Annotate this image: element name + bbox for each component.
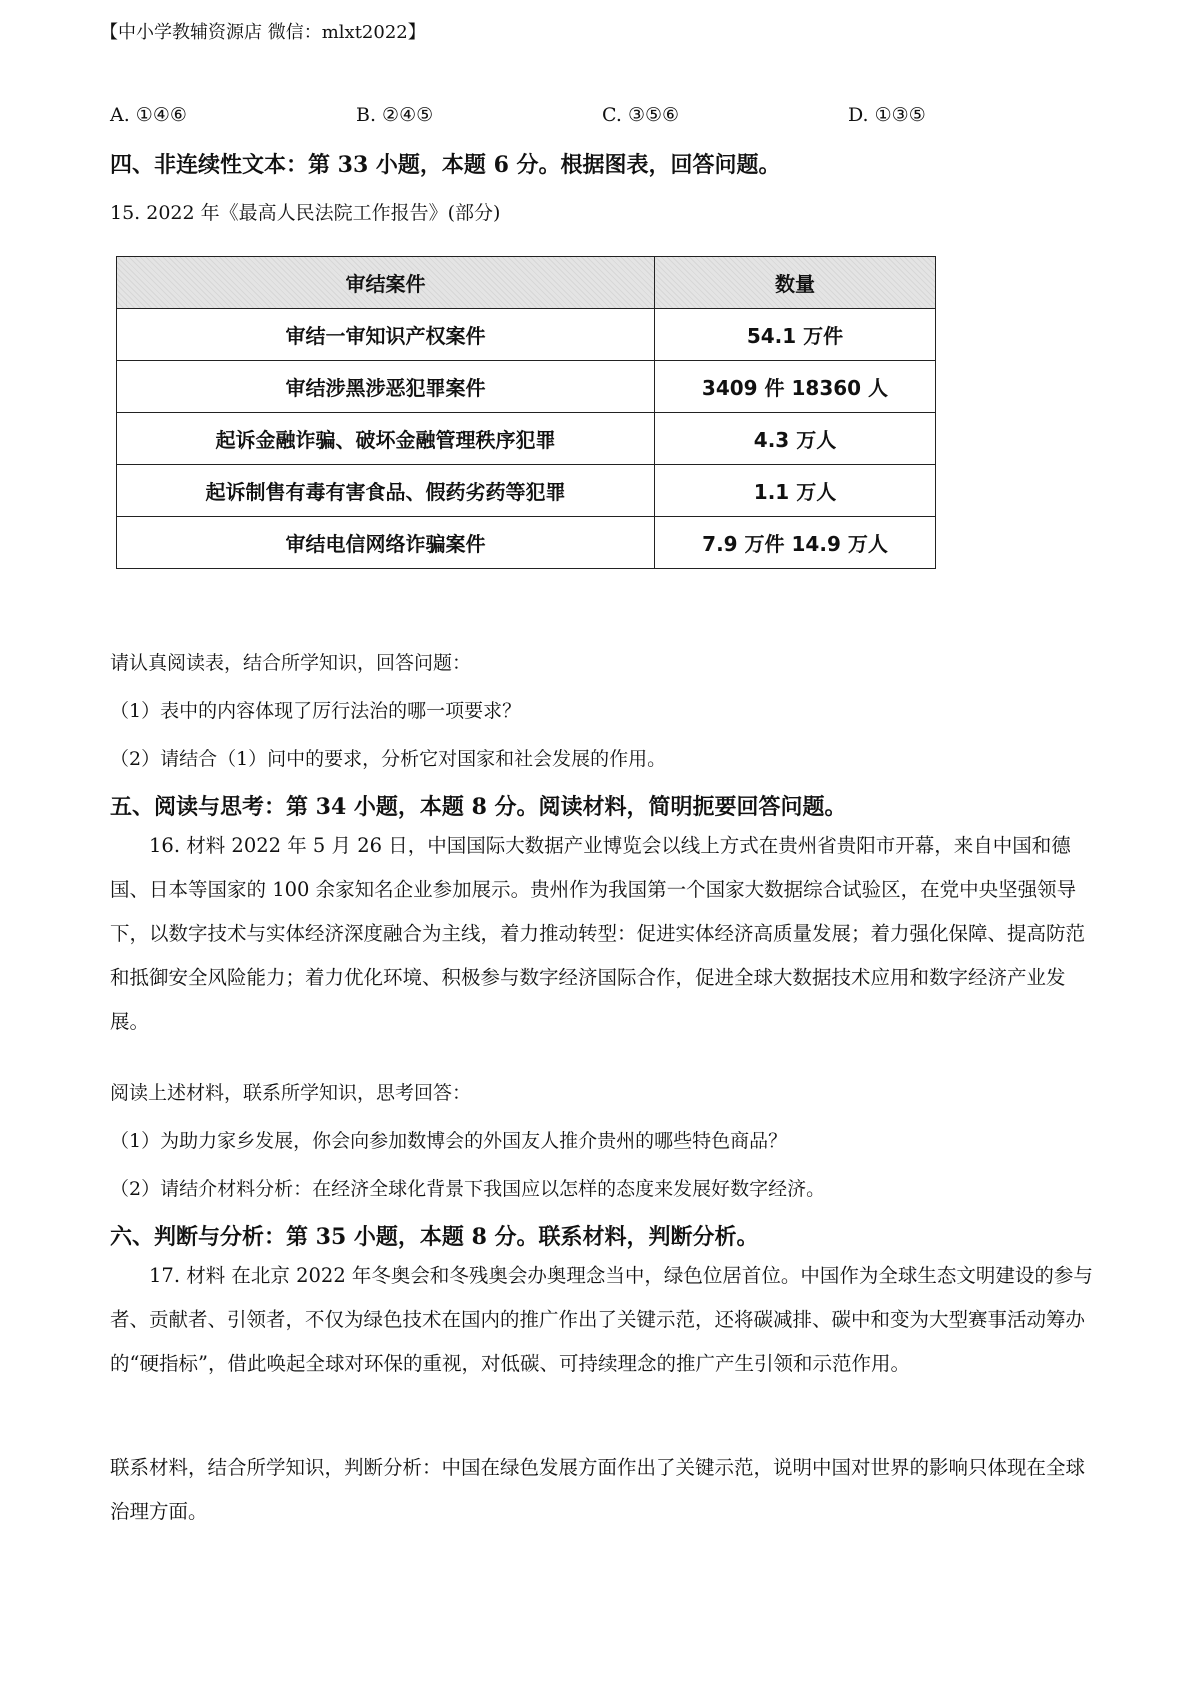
option-c: C. ③⑤⑥	[602, 104, 680, 126]
question-15-title: 15. 2022 年《最高人民法院工作报告》(部分)	[110, 202, 501, 224]
table-cell: 4.3 万人	[655, 413, 936, 465]
table-cell: 7.9 万件 14.9 万人	[655, 517, 936, 569]
table-row	[117, 517, 936, 569]
section-5-question-1: （1）为助力家乡发展，你会向参加数博会的外国友人推介贵州的哪些特色商品？	[110, 1130, 788, 1152]
section-5-question-2: （2）请结介材料分析：在经济全球化背景下我国应以怎样的态度来发展好数字经济。	[110, 1178, 826, 1200]
section-6-material: 17. 材料 在北京 2022 年冬奥会和冬残奥会办奥理念当中，绿色位居首位。中国作为全球生态文明建设的参与者、贡献者、引领者，不仅为绿色技术在国内的推广作出了关键示范，还将碳减排、碳中和变为大型赛事活动筹办的“硬指标”，借此唤起全球对环保的重视，对低碳、可持续理念的推广产生引领和示范作用。	[110, 1264, 1093, 1375]
table-header-cell: 审结案件	[117, 257, 655, 309]
table-cell: 审结电信网络诈骗案件	[117, 517, 655, 569]
section-6-heading: 六、判断与分析：第 35 小题，本题 8 分。联系材料，判断分析。	[110, 1224, 759, 1250]
section-4-question-2: （2）请结合（1）问中的要求，分析它对国家和社会发展的作用。	[110, 748, 667, 770]
table-row	[117, 413, 936, 465]
watermark-header: 【中小学教辅资源店 微信：mlxt2022】	[100, 22, 426, 43]
section-5-prompt: 阅读上述材料，联系所学知识，思考回答：	[110, 1082, 472, 1104]
table-cell: 起诉金融诈骗、破坏金融管理秩序犯罪	[117, 413, 655, 465]
section-5-heading: 五、阅读与思考：第 34 小题，本题 8 分。阅读材料，简明扼要回答问题。	[110, 794, 847, 820]
table-header-row	[117, 257, 936, 309]
table-row	[117, 309, 936, 361]
table-cell: 3409 件 18360 人	[655, 361, 936, 413]
table-cell: 审结涉黑涉恶犯罪案件	[117, 361, 655, 413]
table-header-cell: 数量	[655, 257, 936, 309]
option-b: B. ②④⑤	[356, 104, 434, 126]
option-a: A. ①④⑥	[110, 104, 187, 126]
table-cell: 54.1 万件	[655, 309, 936, 361]
table-row	[117, 465, 936, 517]
table-cell: 1.1 万人	[655, 465, 936, 517]
section-6-prompt: 联系材料，结合所学知识，判断分析：中国在绿色发展方面作出了关键示范，说明中国对世界的影响只体现在全球治理方面。	[110, 1456, 1086, 1523]
table-cell: 起诉制售有毒有害食品、假药劣药等犯罪	[117, 465, 655, 517]
table-row	[117, 361, 936, 413]
section-4-prompt: 请认真阅读表，结合所学知识，回答问题：	[110, 652, 472, 674]
section-4-heading: 四、非连续性文本：第 33 小题，本题 6 分。根据图表，回答问题。	[110, 152, 781, 178]
section-4-question-1: （1）表中的内容体现了厉行法治的哪一项要求？	[110, 700, 522, 722]
cases-table	[116, 256, 936, 569]
option-d: D. ①③⑤	[848, 104, 926, 126]
table-cell: 审结一审知识产权案件	[117, 309, 655, 361]
section-5-material: 16. 材料 2022 年 5 月 26 日，中国国际大数据产业博览会以线上方式在贵州省贵阳市开幕，来自中国和德国、日本等国家的 100 余家知名企业参加展示。贵州作为我国第一个国家大数据综合试验区，在党中央坚强领导下，以数字技术与实体经济深度融合为主线，着力推动转型：促进实体经济高质量发展；着力强化保障、提高防范和抵御安全风险能力；着力优化环境、积极参与数字经济国际合作，促进全球大数据技术应用和数字经济产业发展。	[110, 834, 1086, 1033]
